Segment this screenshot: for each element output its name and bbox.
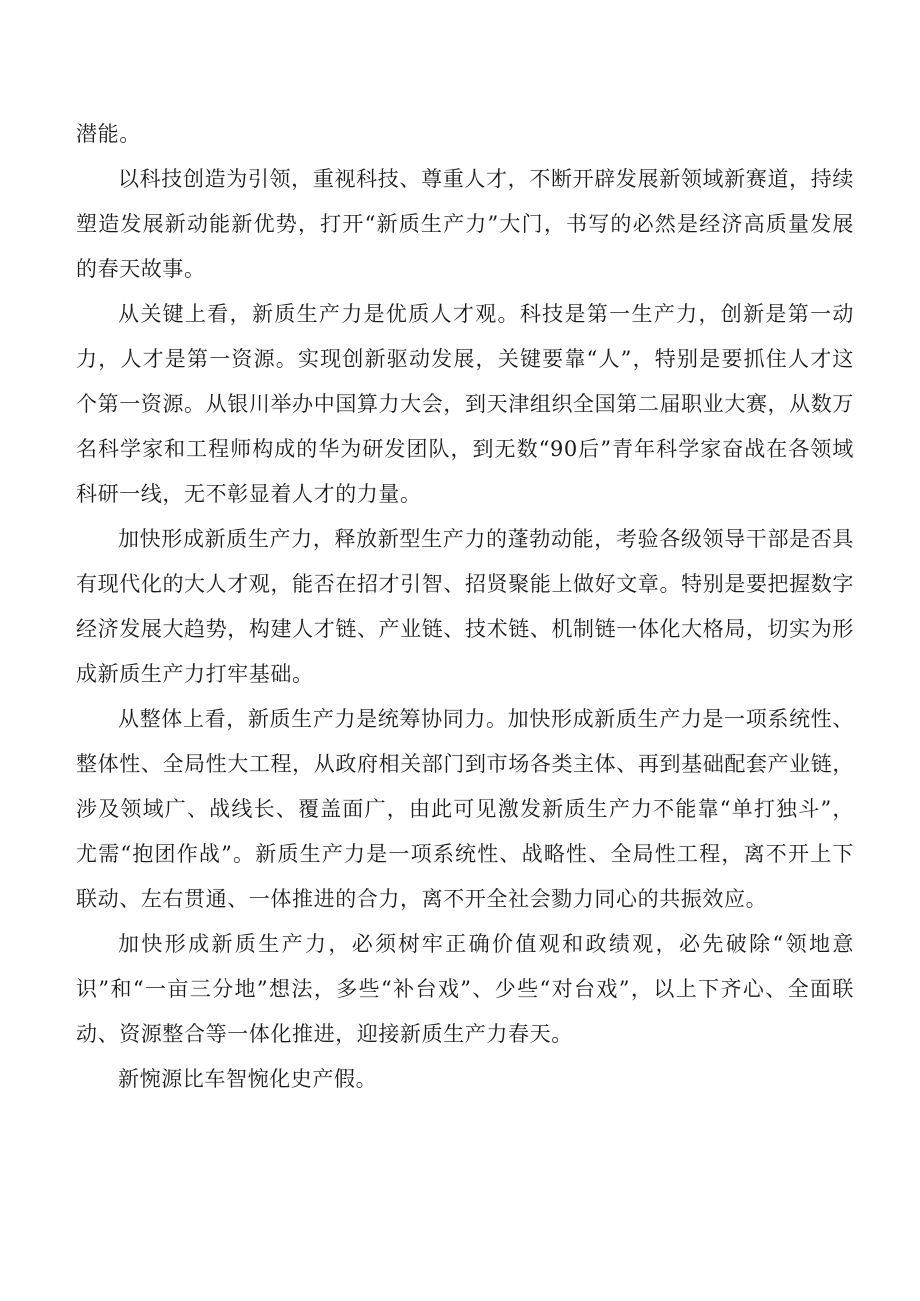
paragraph-tech-innovation: 以科技创造为引领，重视科技、尊重人才，不断开辟发展新领域新赛道，持续塑造发展新动能新优势，打开“新质生产力”大门，书写的必然是经济高质量发展的春天故事。	[76, 167, 854, 281]
paragraph-coordination: 从整体上看，新质生产力是统筹协同力。加快形成新质生产力是一项系统性、整体性、全局性大工程，从政府相关部门到市场各类主体、再到基础配套产业链，涉及领域广、战线长、覆盖面广，由此可见激发新质生产力不能靠“单打独斗”，尤需“抱团作战”。新质生产力是一项系统性、战略性、全局性工程，离不开上下联动、左右贯通、一体推进的合力，离不开全社会勠力同心的共振效应。	[76, 707, 854, 911]
paragraph-leadership: 加快形成新质生产力，释放新型生产力的蓬勃动能，考验各级领导干部是否具有现代化的大人才观，能否在招才引智、招贤聚能上做好文章。特别是要把握数字经济发展大趋势，构建人才链、产业链、技术链、机制链一体化大格局，切实为形成新质生产力打牢基础。	[76, 527, 854, 686]
paragraph-closing: 新惋源比车智惋化史产假。	[118, 1067, 378, 1091]
document-body	[76, 112, 854, 1102]
paragraph-talent-view: 从关键上看，新质生产力是优质人才观。科技是第一生产力，创新是第一动力，人才是第一资源。实现创新驱动发展，关键要靠“人”，特别是要抓住人才这个第一资源。从银川举办中国算力大会，到天津组织全国第二届职业大赛，从数万名科学家和工程师构成的华为研发团队，到无数“90后”青年科学家奋战在各领域科研一线，无不彰显着人才的力量。	[76, 302, 854, 506]
paragraph-values: 加快形成新质生产力，必须树牢正确价值观和政绩观，必先破除“领地意识”和“一亩三分地”想法，多些“补台戏”、少些“对台戏”，以上下齐心、全面联动、资源整合等一体化推进，迎接新质生产力春天。	[76, 932, 854, 1046]
paragraph-continuation: 潜能。	[76, 122, 141, 146]
